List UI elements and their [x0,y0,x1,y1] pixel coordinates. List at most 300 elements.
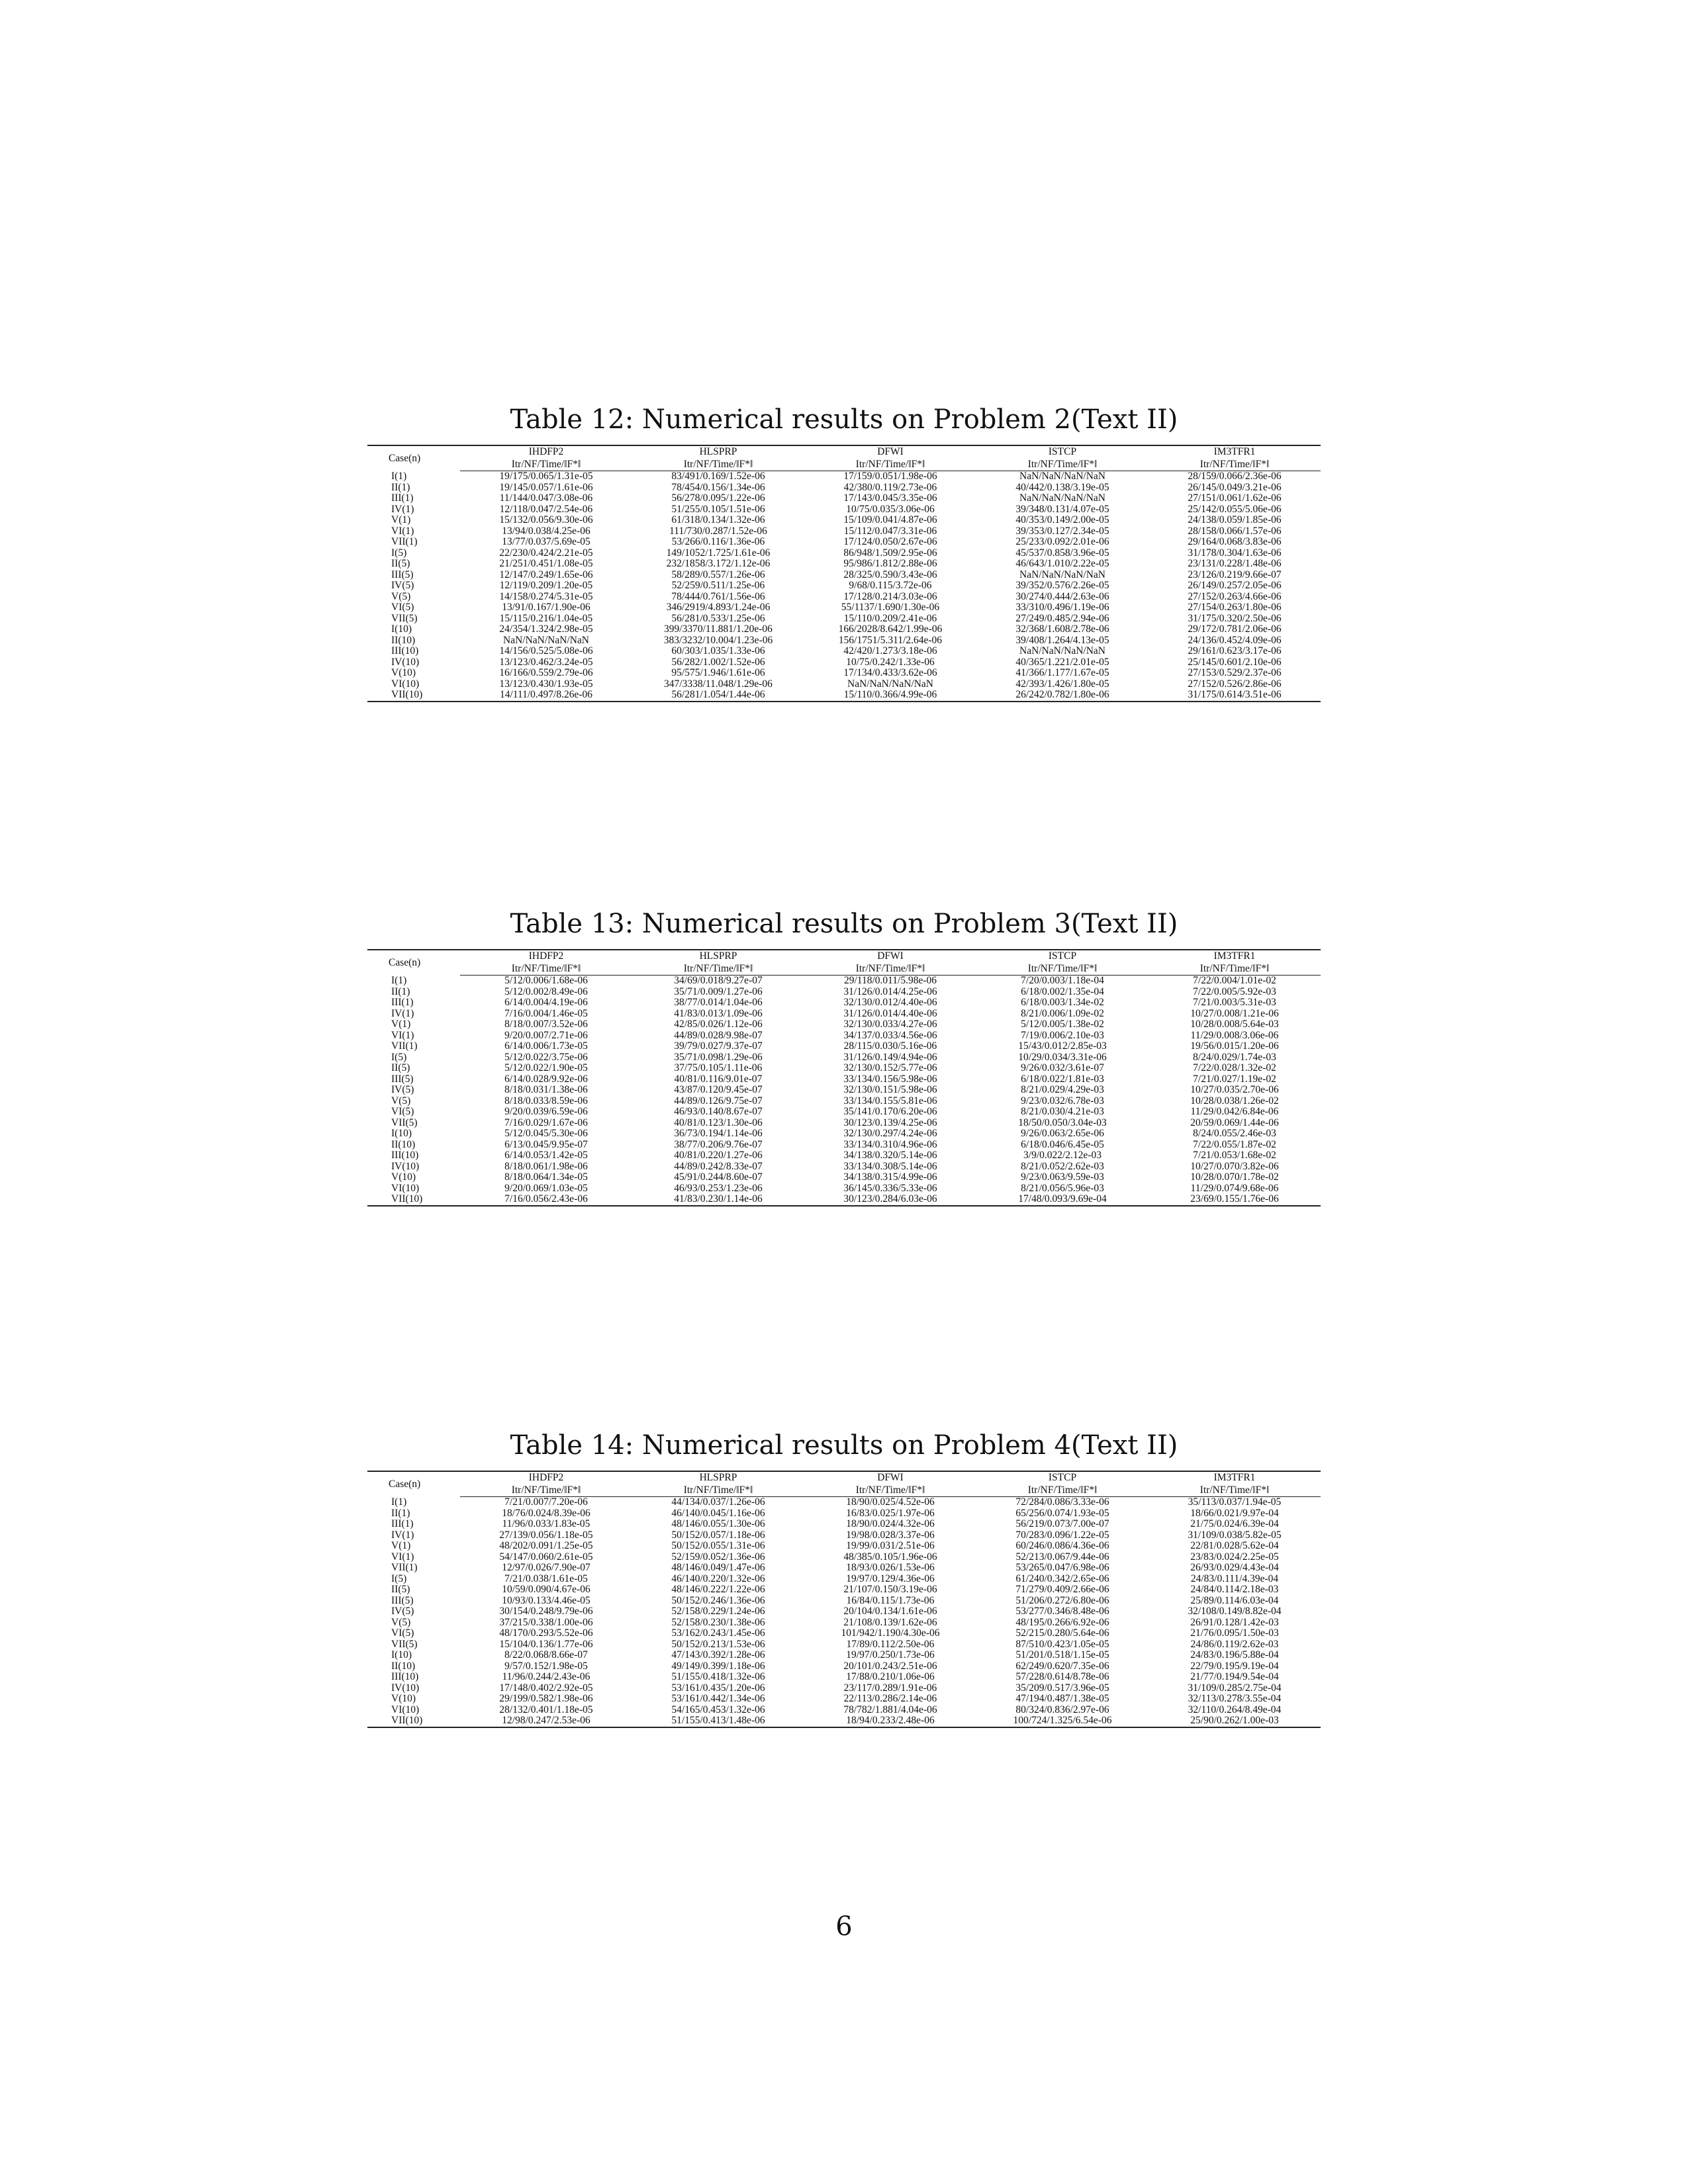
result-cell: 25/89/0.114/6.03e-04 [1190,1594,1279,1606]
result-cell: 101/942/1.190/4.30e-06 [841,1627,940,1639]
col-subheader: Itr/NF/Time/‖F*‖ [1149,1484,1321,1497]
result-cell: 11/96/0.033/1.83e-05 [502,1518,590,1529]
result-cell: 28/115/0.030/5.16e-06 [843,1040,937,1052]
table-row [367,657,1321,668]
result-cell: 35/209/0.517/3.96e-05 [1015,1682,1109,1694]
result-cell: 8/21/0.056/5.96e-03 [1021,1182,1104,1194]
result-cell: 30/274/0.444/2.63e-06 [1015,590,1109,602]
result-cell: 80/324/0.836/2.97e-06 [1015,1704,1109,1715]
result-cell: 51/201/0.518/1.15e-05 [1015,1649,1109,1661]
result-cell: 17/148/0.402/2.92e-05 [499,1682,593,1694]
result-cell: 7/21/0.027/1.19e-02 [1193,1073,1276,1085]
result-cell: 39/353/0.127/2.34e-05 [1015,525,1109,537]
result-cell: 10/93/0.133/4.46e-05 [502,1594,590,1606]
case-cell: IV(5) [391,1606,414,1617]
result-cell: 8/18/0.061/1.98e-06 [504,1160,588,1172]
result-cell: 29/161/0.623/3.17e-06 [1188,645,1282,657]
result-cell: NaN/NaN/NaN/NaN [1019,492,1105,504]
result-cell: 21/108/0.139/1.62e-06 [843,1616,937,1628]
result-cell: 5/12/0.002/8.49e-06 [504,985,588,997]
col-header-hlsprp: HLSPRP [632,445,804,459]
table-row [367,1009,1321,1020]
result-cell: 39/408/1.264/4.13e-05 [1015,634,1109,646]
result-cell: 156/1751/5.311/2.64e-06 [838,634,943,646]
result-cell: 111/730/0.287/1.52e-06 [669,525,767,537]
result-cell: 95/986/1.812/2.88e-06 [843,558,937,569]
result-cell: 5/12/0.005/1.38e-02 [1021,1019,1104,1030]
result-cell: 9/26/0.063/2.65e-06 [1021,1128,1104,1139]
result-cell: 11/29/0.074/9.68e-06 [1190,1182,1279,1194]
table-row [367,976,1321,987]
table-row [367,504,1321,516]
result-cell: 31/126/0.014/4.25e-06 [843,985,937,997]
result-cell: 32/368/1.608/2.78e-06 [1015,623,1109,635]
result-cell: 5/12/0.022/1.90e-05 [504,1062,588,1073]
col-subheader: Itr/NF/Time/‖F*‖ [632,1484,804,1497]
result-cell: 29/164/0.068/3.83e-06 [1188,536,1282,547]
result-cell: 72/284/0.086/3.33e-06 [1015,1496,1109,1508]
table-row [367,482,1321,494]
result-cell: 28/132/0.401/1.18e-05 [499,1704,593,1715]
case-cell: III(10) [391,1150,419,1161]
result-cell: 23/117/0.289/1.91e-06 [843,1682,937,1694]
result-cell: 46/140/0.045/1.16e-06 [671,1507,765,1519]
table-caption: Table 14: Numerical results on Problem 4(Text II) [510,1430,1178,1461]
result-cell: 24/136/0.452/4.09e-06 [1188,634,1282,646]
result-cell: 7/21/0.003/5.31e-03 [1193,997,1276,1008]
result-cell: 32/130/0.033/4.27e-06 [843,1019,937,1030]
case-cell: VII(5) [391,612,418,624]
result-cell: 42/85/0.026/1.12e-06 [674,1019,763,1030]
case-cell: II(10) [391,634,416,646]
results-table [367,445,1321,702]
result-cell: 25/233/0.092/2.01e-06 [1015,536,1109,547]
result-cell: 46/93/0.140/8.67e-07 [674,1106,763,1117]
result-cell: 8/18/0.007/3.52e-06 [504,1019,588,1030]
result-cell: 18/50/0.050/3.04e-03 [1018,1116,1107,1128]
col-subheader: Itr/NF/Time/‖F*‖ [460,1484,632,1497]
result-cell: 34/137/0.033/4.56e-06 [843,1029,937,1041]
result-cell: 14/158/0.274/5.31e-05 [499,590,593,602]
case-cell: VI(5) [391,1627,414,1639]
result-cell: 50/152/0.213/1.53e-06 [671,1638,765,1650]
table-row [367,1628,1321,1639]
case-cell: VI(10) [391,1704,420,1715]
result-cell: 23/126/0.219/9.66e-07 [1188,569,1282,580]
result-cell: 48/146/0.055/1.30e-06 [671,1518,765,1529]
result-cell: 7/16/0.056/2.43e-06 [460,1194,632,1206]
result-cell: 13/94/0.038/4.25e-06 [502,525,590,537]
case-cell: II(1) [391,1507,410,1519]
table-row [367,1552,1321,1563]
result-cell: 27/154/0.263/1.80e-06 [1188,602,1282,613]
case-cell: VII(1) [391,1040,418,1052]
result-cell: 35/141/0.170/6.20e-06 [843,1106,937,1117]
case-cell: III(1) [391,1518,414,1529]
table-row [367,1118,1321,1129]
result-cell: 62/249/0.620/7.35e-06 [1015,1660,1109,1672]
result-cell: 8/18/0.033/8.59e-06 [504,1095,588,1107]
table-row [367,1194,1321,1206]
result-cell: 48/146/0.049/1.47e-06 [671,1562,765,1573]
result-cell: 41/83/0.230/1.14e-06 [632,1194,804,1206]
case-cell: V(10) [391,1693,416,1704]
result-cell: NaN/NaN/NaN/NaN [1019,569,1105,580]
result-cell: 53/277/0.346/8.48e-06 [1015,1606,1109,1617]
case-cell: VII(1) [391,536,418,547]
case-cell: III(10) [391,645,419,657]
result-cell: 13/123/0.462/3.24e-05 [499,656,593,668]
case-cell: VI(1) [391,525,414,537]
col-header-istcp: ISTCP [976,1471,1149,1484]
case-cell: I(10) [391,623,412,635]
col-subheader: Itr/NF/Time/‖F*‖ [976,459,1149,471]
result-cell: 14/156/0.525/5.08e-06 [499,645,593,657]
case-cell: I(5) [391,547,407,559]
case-cell: II(5) [391,1584,410,1595]
result-cell: 26/145/0.049/3.21e-06 [1188,481,1282,493]
result-cell: 38/77/0.014/1.04e-06 [674,997,763,1008]
result-cell: 12/98/0.247/2.53e-06 [460,1715,632,1727]
result-cell: NaN/NaN/NaN/NaN [847,678,933,690]
result-cell: 34/138/0.320/5.14e-06 [843,1150,937,1161]
result-cell: 36/145/0.336/5.33e-06 [843,1182,937,1194]
result-cell: 19/175/0.065/1.31e-05 [499,471,593,482]
result-cell: 7/21/0.007/7.20e-06 [504,1496,588,1508]
result-cell: 32/130/0.152/5.77e-06 [843,1062,937,1073]
result-cell: 27/249/0.485/2.94e-06 [1015,612,1109,624]
table-row [367,1672,1321,1683]
result-cell: 54/147/0.060/2.61e-05 [499,1551,593,1563]
result-cell: 44/89/0.242/8.33e-07 [674,1160,763,1172]
table-caption: Table 13: Numerical results on Problem 3(Text II) [510,909,1178,939]
result-cell: 20/104/0.134/1.61e-06 [843,1606,937,1617]
col-subheader: Itr/NF/Time/‖F*‖ [460,963,632,976]
result-cell: 6/18/0.046/6.45e-05 [1021,1138,1104,1150]
result-cell: 31/126/0.014/4.40e-06 [843,1007,937,1019]
result-cell: 78/782/1.881/4.04e-06 [843,1704,937,1715]
col-header-dfwi: DFWI [804,1471,976,1484]
result-cell: 52/158/0.229/1.24e-06 [671,1606,765,1617]
result-cell: 8/24/0.055/2.46e-03 [1193,1128,1276,1139]
result-cell: 40/81/0.123/1.30e-06 [674,1116,763,1128]
result-cell: 48/385/0.105/1.96e-06 [843,1551,937,1563]
table-row [367,1694,1321,1705]
result-cell: 24/83/0.196/5.88e-04 [1190,1649,1279,1661]
case-cell: II(5) [391,558,410,569]
case-header: Case(n) [367,445,460,471]
result-cell: 60/246/0.086/4.36e-06 [1015,1540,1109,1551]
result-cell: 46/643/1.010/2.22e-05 [1015,558,1109,569]
result-cell: 10/59/0.090/4.67e-06 [502,1584,590,1595]
result-cell: 10/27/0.070/3.82e-06 [1190,1160,1279,1172]
result-cell: 30/123/0.284/6.03e-06 [804,1194,976,1206]
col-header-im3tfr1: IM3TFR1 [1149,445,1321,459]
result-cell: 15/110/0.366/4.99e-06 [804,690,976,702]
result-cell: 12/119/0.209/1.20e-05 [499,580,593,591]
col-subheader: Itr/NF/Time/‖F*‖ [460,459,632,471]
case-cell: VII(10) [367,1194,460,1206]
result-cell: 48/170/0.293/5.52e-06 [499,1627,593,1639]
result-cell: 52/259/0.511/1.25e-06 [671,580,765,591]
result-cell: 9/23/0.063/9.59e-03 [1021,1171,1104,1183]
result-cell: 24/354/1.324/2.98e-05 [499,623,593,635]
result-cell: 57/228/0.614/8.78e-06 [1015,1671,1109,1682]
result-cell: 9/68/0.115/3.72e-06 [849,580,932,591]
case-cell: II(10) [391,1138,416,1150]
result-cell: 20/101/0.243/2.51e-06 [843,1660,937,1672]
result-cell: 32/110/0.264/8.49e-04 [1188,1704,1282,1715]
result-cell: 5/12/0.045/5.30e-06 [504,1128,588,1139]
result-cell: 48/202/0.091/1.25e-05 [499,1540,593,1551]
col-header-hlsprp: HLSPRP [632,950,804,963]
table-row [367,1140,1321,1151]
table-row [367,592,1321,603]
result-cell: 6/14/0.053/1.42e-05 [504,1150,588,1161]
result-cell: 40/442/0.138/3.19e-05 [1015,481,1109,493]
result-cell: 9/26/0.032/3.61e-07 [1021,1062,1104,1073]
result-cell: 86/948/1.509/2.95e-06 [843,547,937,559]
case-cell: I(1) [391,1496,407,1508]
col-header-hlsprp: HLSPRP [632,1471,804,1484]
result-cell: 53/265/0.047/6.98e-06 [1015,1562,1109,1573]
result-cell: 11/29/0.042/6.84e-06 [1190,1106,1279,1117]
results-table [367,1471,1321,1728]
result-cell: 14/111/0.497/8.26e-06 [460,690,632,702]
result-cell: 36/73/0.194/1.14e-06 [674,1128,763,1139]
col-subheader: Itr/NF/Time/‖F*‖ [1149,459,1321,471]
case-cell: IV(1) [391,1529,414,1541]
result-cell: 9/20/0.039/6.59e-06 [504,1106,588,1117]
result-cell: 46/93/0.253/1.23e-06 [674,1182,763,1194]
case-cell: V(1) [391,1540,411,1551]
col-header-dfwi: DFWI [804,950,976,963]
table-row [367,635,1321,647]
result-cell: 15/104/0.136/1.77e-06 [499,1638,593,1650]
result-cell: 78/444/0.761/1.56e-06 [671,590,765,602]
result-cell: 383/3232/10.004/1.23e-06 [663,634,773,646]
result-cell: 58/289/0.557/1.26e-06 [671,569,765,580]
result-cell: 55/1137/1.690/1.30e-06 [841,602,940,613]
case-cell: IV(5) [391,580,414,591]
table-row [367,1074,1321,1085]
case-cell: VII(1) [391,1562,418,1573]
col-header-ihdfp2: IHDFP2 [460,1471,632,1484]
result-cell: 21/251/0.451/1.08e-05 [499,558,593,569]
result-cell: 46/140/0.220/1.32e-06 [671,1572,765,1584]
result-cell: 15/112/0.047/3.31e-06 [843,525,937,537]
case-cell: I(10) [391,1128,412,1139]
result-cell: 65/256/0.074/1.93e-05 [1015,1507,1109,1519]
result-cell: 48/146/0.222/1.22e-06 [671,1584,765,1595]
result-cell: 31/109/0.285/2.75e-04 [1188,1682,1282,1694]
result-cell: 10/28/0.070/1.78e-02 [1190,1171,1279,1183]
result-cell: 232/1858/3.172/1.12e-06 [666,558,771,569]
result-cell: 18/94/0.233/2.48e-06 [804,1715,976,1727]
result-cell: 28/325/0.590/3.43e-06 [843,569,937,580]
col-subheader: Itr/NF/Time/‖F*‖ [632,459,804,471]
result-cell: 27/152/0.526/2.86e-06 [1188,678,1282,690]
col-subheader: Itr/NF/Time/‖F*‖ [632,963,804,976]
result-cell: 149/1052/1.725/1.61e-06 [666,547,771,559]
table-row [367,1715,1321,1727]
result-cell: 53/161/0.435/1.20e-06 [671,1682,765,1694]
result-cell: 37/75/0.105/1.11e-06 [674,1062,763,1073]
result-cell: 39/348/0.131/4.07e-05 [1015,503,1109,515]
result-cell: NaN/NaN/NaN/NaN [1019,645,1105,657]
result-cell: 7/20/0.003/1.18e-04 [1021,975,1104,986]
col-subheader: Itr/NF/Time/‖F*‖ [976,1484,1149,1497]
result-cell: 9/23/0.032/6.78e-03 [1021,1095,1104,1107]
result-cell: 16/83/0.025/1.97e-06 [846,1507,935,1519]
table-row [367,1596,1321,1607]
result-cell: 44/134/0.037/1.26e-06 [671,1496,765,1508]
result-cell: 33/134/0.308/5.14e-06 [843,1160,937,1172]
case-cell: IV(1) [391,503,414,515]
result-cell: 44/89/0.126/9.75e-07 [674,1095,763,1107]
result-cell: 10/27/0.035/2.70e-06 [1190,1084,1279,1095]
table-row [367,1705,1321,1716]
result-cell: 34/69/0.018/9.27e-07 [674,975,763,986]
result-cell: 95/575/1.946/1.61e-06 [671,667,765,678]
result-cell: 10/28/0.038/1.26e-02 [1190,1095,1279,1107]
result-cell: 70/283/0.096/1.22e-05 [1015,1529,1109,1541]
case-cell: IV(5) [391,1084,414,1095]
table-row [367,570,1321,581]
result-cell: 20/59/0.069/1.44e-06 [1190,1116,1279,1128]
result-cell: 22/113/0.286/2.14e-06 [843,1693,937,1704]
table-row [367,1161,1321,1173]
result-cell: 22/79/0.195/9.19e-04 [1190,1660,1279,1672]
result-cell: 6/14/0.028/9.92e-06 [504,1073,588,1085]
result-cell: 51/155/0.413/1.48e-06 [632,1715,804,1727]
result-cell: 51/206/0.272/6.80e-06 [1015,1594,1109,1606]
result-cell: 23/131/0.228/1.48e-06 [1188,558,1282,569]
result-cell: 27/151/0.061/1.62e-06 [1188,492,1282,504]
result-cell: 18/66/0.021/9.97e-04 [1190,1507,1279,1519]
case-cell: VI(10) [391,1182,420,1194]
case-cell: II(5) [391,1062,410,1073]
case-cell: V(5) [391,1616,411,1628]
result-cell: 19/98/0.028/3.37e-06 [846,1529,935,1541]
table-row [367,646,1321,657]
result-cell: 17/134/0.433/3.62e-06 [843,667,937,678]
result-cell: 78/454/0.156/1.34e-06 [671,481,765,493]
col-subheader: Itr/NF/Time/‖F*‖ [804,459,976,471]
result-cell: 28/159/0.066/2.36e-06 [1188,471,1282,482]
result-cell: 7/16/0.004/1.46e-05 [504,1007,588,1019]
case-cell: I(1) [391,974,407,986]
table-row [367,493,1321,504]
result-cell: 39/79/0.027/9.37e-07 [674,1040,763,1052]
table-row [367,580,1321,592]
table-row [367,1096,1321,1107]
case-header: Case(n) [367,950,460,976]
table-row [367,1541,1321,1552]
result-cell: 3/9/0.022/2.12e-03 [1023,1150,1102,1161]
col-subheader: Itr/NF/Time/‖F*‖ [804,963,976,976]
case-cell: II(10) [391,1660,416,1672]
table-row [367,1030,1321,1042]
result-cell: 56/281/0.533/1.25e-06 [671,612,765,624]
table-row [367,997,1321,1009]
case-cell: VI(1) [391,1551,414,1563]
table-12-block [367,404,1321,702]
result-cell: 346/2919/4.893/1.24e-06 [666,602,771,613]
result-cell: 7/19/0.006/2.10e-03 [1021,1029,1104,1041]
result-cell: 10/29/0.034/3.31e-06 [1018,1051,1107,1063]
case-cell: IV(1) [391,1007,414,1019]
case-cell: VI(1) [391,1029,414,1041]
table-row [367,1063,1321,1074]
table-row [367,1508,1321,1520]
result-cell: 53/266/0.116/1.36e-06 [671,536,765,547]
result-cell: 51/255/0.105/1.51e-06 [671,503,765,515]
result-cell: 37/215/0.338/1.00e-06 [499,1616,593,1628]
table-row [367,1107,1321,1118]
result-cell: 18/90/0.024/4.32e-06 [846,1518,935,1529]
result-cell: 44/89/0.028/9.98e-07 [674,1029,763,1041]
result-cell: 56/278/0.095/1.22e-06 [671,492,765,504]
result-cell: 399/3370/11.881/1.20e-06 [664,623,773,635]
case-cell: II(1) [391,985,410,997]
result-cell: 40/81/0.116/9.01e-07 [674,1073,763,1085]
result-cell: 18/93/0.026/1.53e-06 [846,1562,935,1573]
table-row [367,1650,1321,1661]
result-cell: 42/380/0.119/2.73e-06 [843,481,937,493]
result-cell: 42/393/1.426/1.80e-05 [1015,678,1109,690]
result-cell: 29/118/0.011/5.98e-06 [843,975,937,986]
result-cell: 21/77/0.194/9.54e-04 [1190,1671,1279,1682]
result-cell: 45/537/0.858/3.96e-05 [1015,547,1109,559]
result-cell: 7/22/0.005/5.92e-03 [1193,985,1276,997]
result-cell: 10/75/0.242/1.33e-06 [846,656,935,668]
result-cell: 41/83/0.013/1.09e-06 [674,1007,763,1019]
result-cell: 8/21/0.029/4.29e-03 [1021,1084,1104,1095]
result-cell: 52/159/0.052/1.36e-06 [671,1551,765,1563]
result-cell: 50/152/0.246/1.36e-06 [671,1594,765,1606]
result-cell: 16/84/0.115/1.73e-06 [846,1594,935,1606]
result-cell: 25/90/0.262/1.00e-03 [1149,1715,1321,1727]
result-cell: 56/219/0.073/7.00e-07 [1015,1518,1109,1529]
case-cell: III(5) [391,1073,414,1085]
result-cell: 22/81/0.028/5.62e-04 [1190,1540,1279,1551]
result-cell: 47/194/0.487/1.38e-05 [1015,1693,1109,1704]
result-cell: 32/130/0.012/4.40e-06 [843,997,937,1008]
table-row [367,1183,1321,1195]
table-row [367,624,1321,635]
result-cell: 19/145/0.057/1.61e-06 [499,481,593,493]
case-cell: I(5) [391,1572,407,1584]
result-cell: 41/366/1.177/1.67e-05 [1015,667,1109,678]
result-cell: 8/24/0.029/1.74e-03 [1193,1051,1276,1063]
result-cell: 7/22/0.028/1.32e-02 [1193,1062,1276,1073]
case-cell: III(1) [391,997,414,1008]
result-cell: 53/162/0.243/1.45e-06 [671,1627,765,1639]
result-cell: 17/159/0.051/1.98e-06 [843,471,937,482]
table-row [367,614,1321,625]
result-cell: 8/18/0.064/1.34e-05 [504,1171,588,1183]
result-cell: 38/77/0.206/9.76e-07 [674,1138,763,1150]
col-header-im3tfr1: IM3TFR1 [1149,950,1321,963]
col-header-ihdfp2: IHDFP2 [460,445,632,459]
result-cell: 8/21/0.006/1.09e-02 [1021,1007,1104,1019]
col-header-ihdfp2: IHDFP2 [460,950,632,963]
result-cell: 13/91/0.167/1.90e-06 [502,602,590,613]
result-cell: 31/109/0.038/5.82e-05 [1188,1529,1282,1541]
table-row [367,602,1321,614]
result-cell: 32/113/0.278/3.55e-04 [1188,1693,1282,1704]
